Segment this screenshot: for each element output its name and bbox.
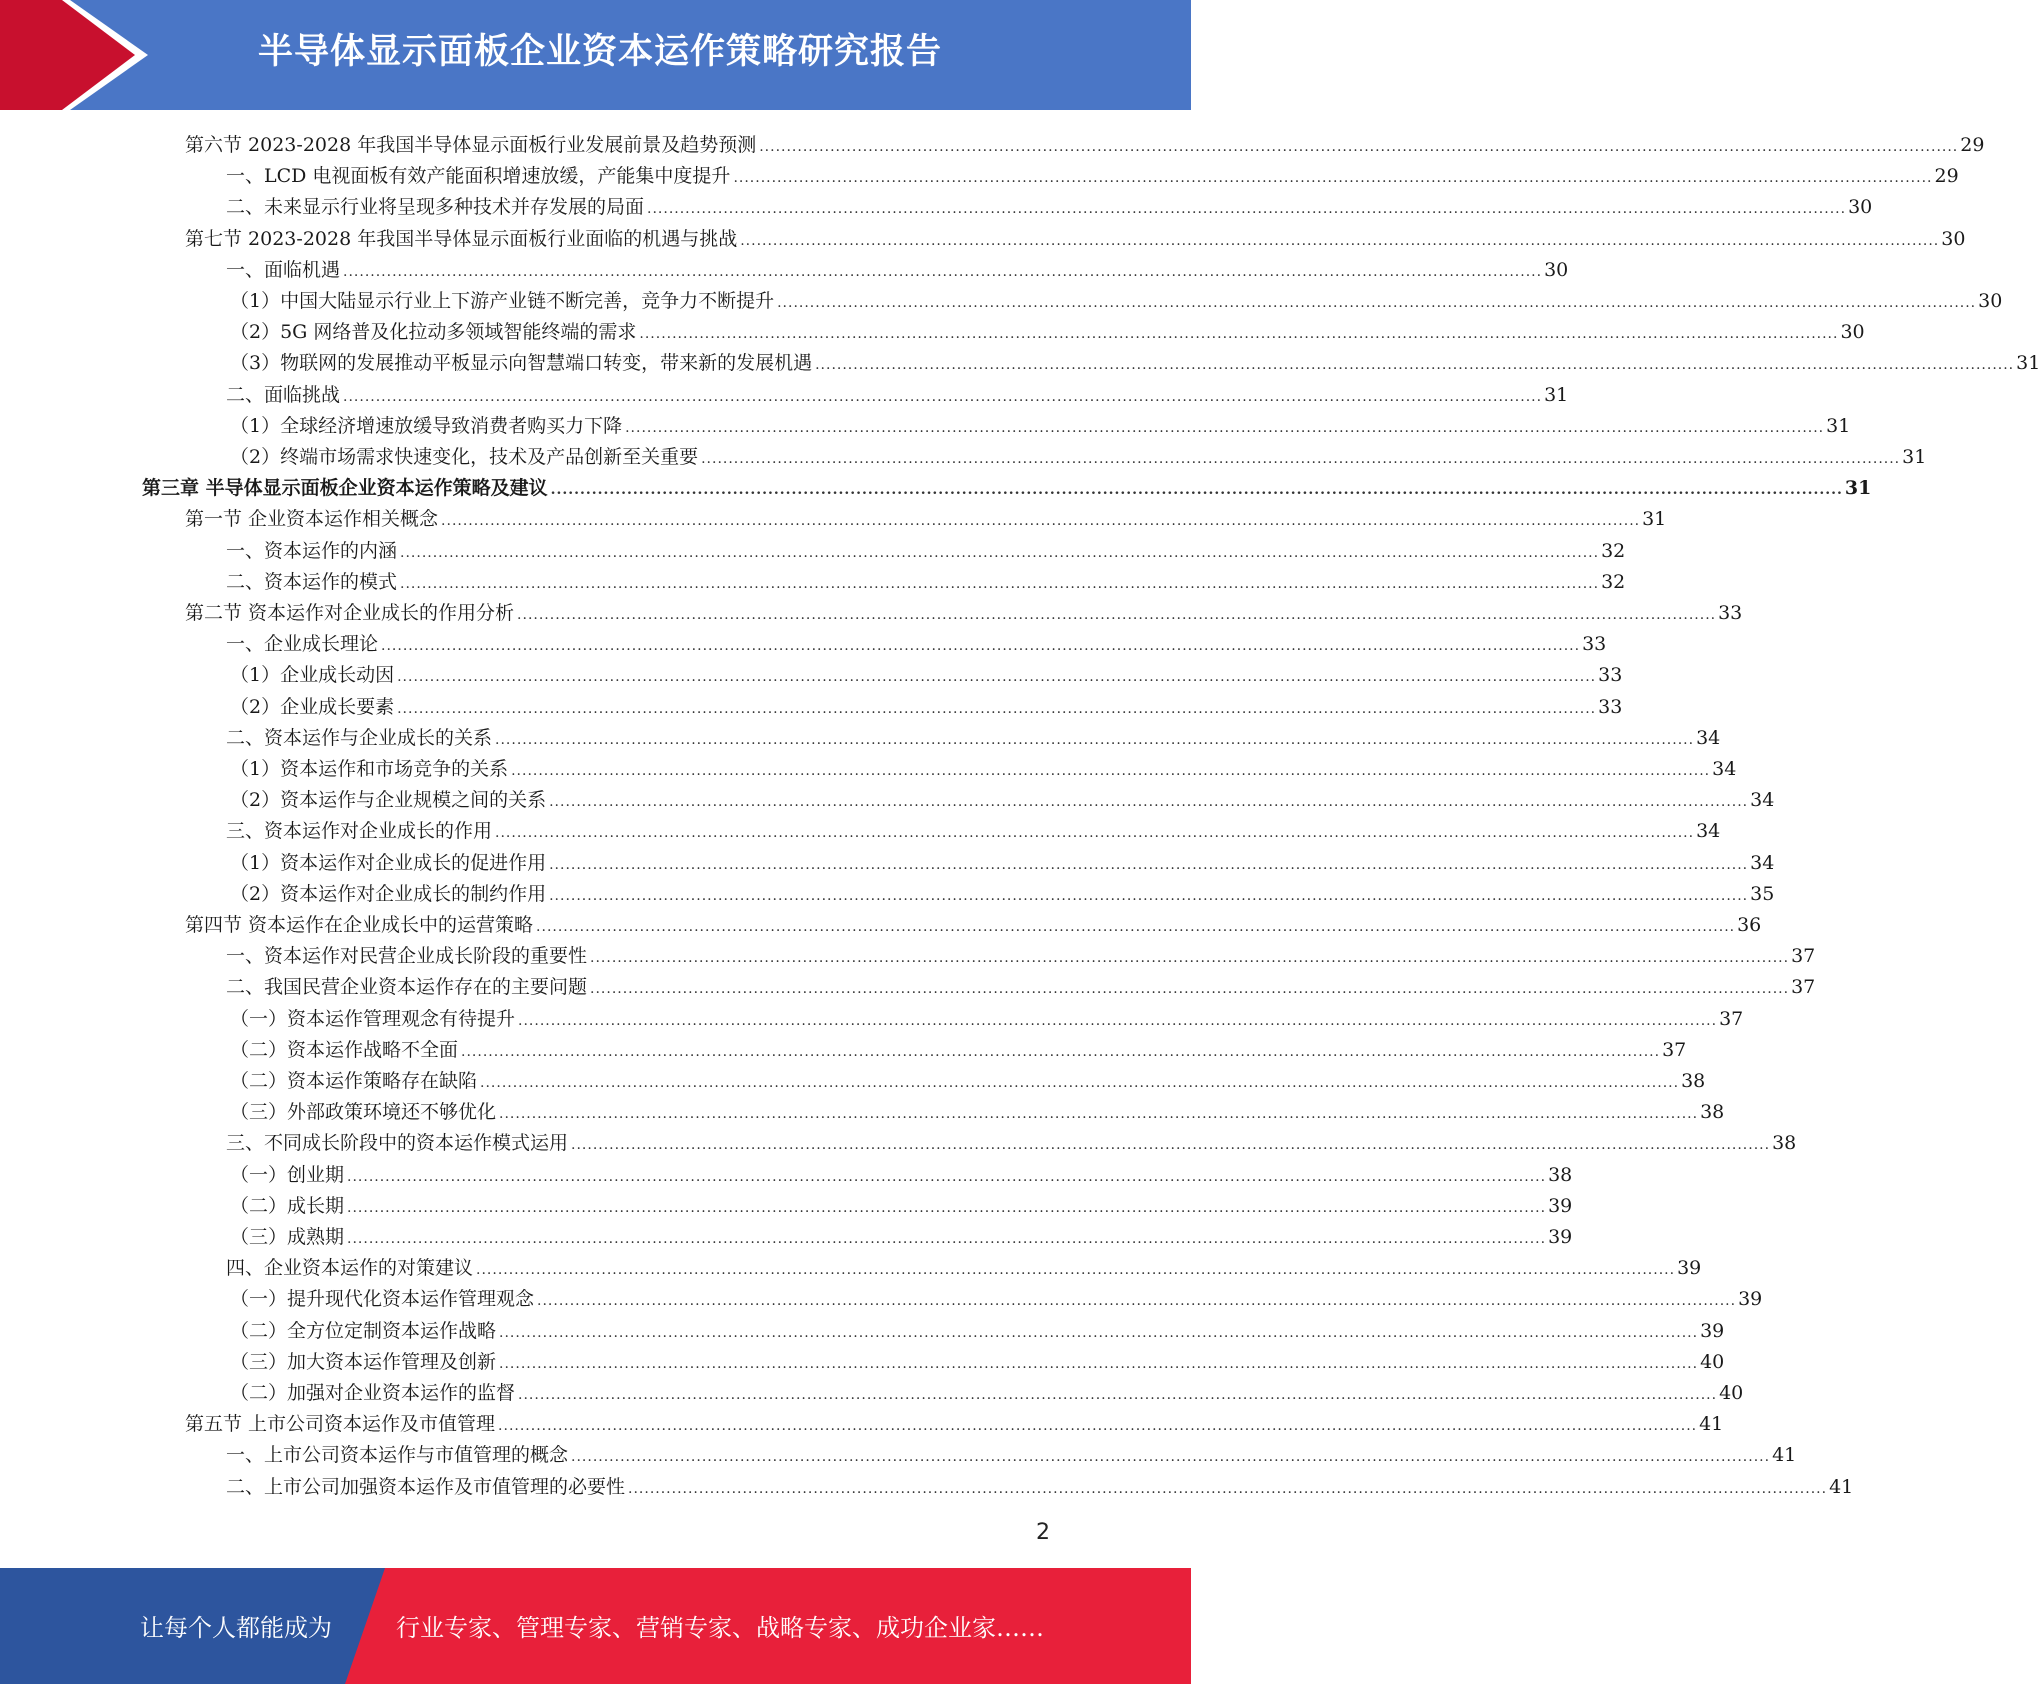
toc-entry-page: 31	[2016, 352, 2040, 375]
toc-leader-dots: ............................................................................................................................................................................................................................	[441, 513, 1641, 530]
toc-leader-dots: ............................................................................................................................................................................................................................	[495, 825, 1695, 842]
toc-entry-title: 三、资本运作对企业成长的作用	[226, 820, 493, 843]
toc-entry[interactable]	[230, 782, 1775, 813]
toc-leader-dots: ............................................................................................................................................................................................................................	[647, 201, 1847, 218]
toc-entry[interactable]	[226, 626, 1607, 657]
toc-leader-dots: ............................................................................................................................................................................................................................	[571, 1137, 1771, 1154]
toc-leader-dots: ............................................................................................................................................................................................................................	[701, 451, 1901, 467]
toc-leader-dots: ............................................................................................................................................................................................................................	[343, 388, 1543, 405]
toc-leader-dots: ............................................................................................................................................................................................................................	[537, 1293, 1737, 1310]
toc-entry-title: （3）物联网的发展推动平板显示向智慧端口转变，带来新的发展机遇	[230, 352, 813, 375]
toc-entry-title: 第一节 企业资本运作相关概念	[185, 508, 439, 531]
toc-entry-title: 一、LCD 电视面板有效产能面积增速放缓，产能集中度提升	[226, 165, 731, 188]
toc-entry[interactable]	[230, 1188, 1573, 1219]
toc-entry[interactable]	[226, 1437, 1797, 1468]
toc-entry-title: （2）终端市场需求快速变化，技术及产品创新至关重要	[230, 446, 699, 468]
toc-entry-title: 第五节 上市公司资本运作及市值管理	[185, 1413, 496, 1436]
toc-entry[interactable]	[230, 876, 1775, 907]
toc-leader-dots: ............................................................................................................................................................................................................................	[400, 544, 1600, 561]
toc-entry-page: 41	[1772, 1444, 1797, 1467]
footer-slogan-left: 让每个人都能成为	[140, 1614, 332, 1642]
toc-leader-dots: ............................................................................................................................................................................................................................	[759, 139, 1959, 155]
toc-leader-dots: ............................................................................................................................................................................................................................	[397, 669, 1597, 686]
toc-entry-page: 39	[1677, 1257, 1702, 1280]
toc-entry[interactable]	[230, 1313, 1725, 1344]
toc-entry-title: （一）创业期	[230, 1163, 345, 1186]
toc-leader-dots: ............................................................................................................................................................................................................................	[480, 1075, 1680, 1091]
toc-leader-dots: ............................................................................................................................................................................................................................	[550, 482, 1843, 499]
toc-entry-page: 38	[1700, 1101, 1725, 1124]
toc-entry[interactable]	[226, 533, 1626, 564]
toc-leader-dots: ............................................................................................................................................................................................................................	[499, 1355, 1699, 1372]
toc-entry-page: 39	[1700, 1319, 1725, 1342]
toc-leader-dots: ............................................................................................................................................................................................................................	[511, 763, 1711, 779]
toc-leader-dots: ............................................................................................................................................................................................................................	[397, 700, 1597, 717]
toc-entry-page: 37	[1791, 945, 1816, 968]
toc-entry[interactable]	[185, 595, 1743, 626]
toc-entry-title: 第七节 2023-2028 年我国半导体显示面板行业面临的机遇与挑战	[185, 227, 738, 250]
toc-entry-page: 29	[1934, 165, 1959, 188]
toc-entry-page: 34	[1750, 789, 1775, 812]
toc-leader-dots: ............................................................................................................................................................................................................................	[517, 607, 1717, 623]
toc-entry[interactable]	[230, 1157, 1573, 1188]
toc-entry-title: （2）资本运作与企业规模之间的关系	[230, 789, 547, 812]
toc-entry[interactable]	[226, 1250, 1702, 1281]
toc-entry-title: （二）资本运作战略不全面	[230, 1038, 459, 1061]
toc-leader-dots: ............................................................................................................................................................................................................................	[639, 326, 1839, 343]
toc-entry-title: （2）资本运作对企业成长的制约作用	[230, 882, 547, 905]
toc-entry-title: 二、资本运作与企业成长的关系	[226, 726, 493, 749]
toc-leader-dots: ............................................................................................................................................................................................................................	[590, 950, 1790, 967]
toc-leader-dots: ............................................................................................................................................................................................................................	[518, 1012, 1718, 1029]
toc-leader-dots: ............................................................................................................................................................................................................................	[498, 1418, 1698, 1435]
toc-entry-title: （1）中国大陆显示行业上下游产业链不断完善，竞争力不断提升	[230, 290, 775, 312]
toc-leader-dots: ............................................................................................................................................................................................................................	[549, 794, 1749, 811]
toc-entry[interactable]	[226, 189, 1873, 220]
toc-entry-title: （1）企业成长动因	[230, 664, 395, 687]
toc-entry-page: 31	[1902, 446, 1927, 468]
toc-entry-title: 一、企业成长理论	[226, 633, 379, 656]
toc-entry[interactable]	[226, 938, 1816, 969]
toc-entry[interactable]	[230, 408, 1851, 439]
toc-entry-title: （1）资本运作对企业成长的促进作用	[230, 851, 547, 874]
toc-entry-page: 39	[1548, 1194, 1573, 1217]
toc-leader-dots: ............................................................................................................................................................................................................................	[740, 232, 1940, 249]
toc-entry-title: （2）5G 网络普及化拉动多领域智能终端的需求	[230, 321, 637, 344]
toc-entry[interactable]	[230, 657, 1623, 688]
toc-entry[interactable]	[226, 564, 1626, 595]
toc-entry-page: 30	[1848, 196, 1873, 219]
toc-leader-dots: ............................................................................................................................................................................................................................	[777, 295, 1977, 311]
toc-entry-page: 38	[1548, 1163, 1573, 1186]
toc-entry-title: 第六节 2023-2028 年我国半导体显示面板行业发展前景及趋势预测	[185, 134, 757, 156]
toc-entry-title: 一、资本运作对民营企业成长阶段的重要性	[226, 945, 588, 968]
toc-leader-dots: ............................................................................................................................................................................................................................	[815, 357, 2015, 374]
toc-entry-page: 34	[1750, 851, 1775, 874]
toc-entry-title: （二）资本运作策略存在缺陷	[230, 1070, 478, 1092]
toc-entry-title: （一）资本运作管理观念有待提升	[230, 1007, 516, 1030]
toc-leader-dots: ............................................................................................................................................................................................................................	[347, 1168, 1547, 1185]
toc-leader-dots: ............................................................................................................................................................................................................................	[571, 1449, 1771, 1466]
toc-leader-dots: ............................................................................................................................................................................................................................	[499, 1106, 1699, 1123]
toc-leader-dots: ............................................................................................................................................................................................................................	[536, 919, 1736, 935]
toc-leader-dots: ............................................................................................................................................................................................................................	[347, 1231, 1547, 1247]
toc-entry[interactable]	[230, 751, 1737, 782]
header-banner	[0, 0, 1191, 110]
report-title: 半导体显示面板企业资本运作策略研究报告	[257, 32, 942, 72]
toc-entry[interactable]	[230, 1001, 1744, 1032]
toc-entry-page: 36	[1737, 914, 1762, 936]
toc-entry[interactable]	[185, 907, 1762, 938]
toc-entry[interactable]	[226, 1125, 1797, 1156]
toc-leader-dots: ............................................................................................................................................................................................................................	[590, 981, 1790, 998]
toc-entry-page: 32	[1601, 570, 1626, 593]
toc-entry-page: 34	[1712, 758, 1737, 780]
toc-entry-title: （一）提升现代化资本运作管理观念	[230, 1288, 535, 1311]
toc-leader-dots: ............................................................................................................................................................................................................................	[400, 575, 1600, 592]
toc-entry-page: 34	[1696, 820, 1721, 843]
toc-entry[interactable]	[230, 1063, 1706, 1094]
toc-entry-page: 33	[1718, 602, 1743, 624]
toc-entry[interactable]	[185, 1406, 1724, 1437]
toc-entry[interactable]	[230, 439, 1927, 470]
page-number: 2	[1036, 1520, 1050, 1545]
toc-entry-title: 第三章 半导体显示面板企业资本运作策略及建议	[142, 477, 548, 500]
toc-entry[interactable]	[230, 283, 2003, 314]
toc-leader-dots: ............................................................................................................................................................................................................................	[347, 1199, 1547, 1216]
toc-entry[interactable]	[230, 689, 1623, 720]
toc-entry-title: （三）成熟期	[230, 1226, 345, 1248]
toc-entry-page: 40	[1700, 1350, 1725, 1373]
toc-leader-dots: ............................................................................................................................................................................................................................	[518, 1387, 1718, 1403]
toc-entry-title: 一、上市公司资本运作与市值管理的概念	[226, 1444, 569, 1467]
toc-entry-page: 33	[1598, 695, 1623, 718]
toc-entry-page: 37	[1662, 1038, 1687, 1061]
toc-entry-page: 37	[1719, 1007, 1744, 1030]
toc-entry-title: 二、面临挑战	[226, 383, 341, 406]
footer-slogan-right: 行业专家、管理专家、营销专家、战略专家、成功企业家……	[396, 1614, 1044, 1642]
toc-entry-title: （二）全方位定制资本运作战略	[230, 1319, 497, 1342]
toc-entry-page: 40	[1719, 1382, 1744, 1404]
toc-entry[interactable]	[230, 1281, 1763, 1312]
toc-entry-page: 41	[1829, 1475, 1854, 1498]
toc-entry-title: （1）资本运作和市场竞争的关系	[230, 758, 509, 780]
toc-entry[interactable]	[226, 813, 1721, 844]
toc-entry-page: 30	[1941, 227, 1966, 250]
toc-leader-dots: ............................................................................................................................................................................................................................	[625, 419, 1825, 436]
footer-banner	[0, 1568, 1191, 1684]
toc-entry-title: （二）成长期	[230, 1194, 345, 1217]
toc-entry-title: （三）加大资本运作管理及创新	[230, 1350, 497, 1373]
toc-entry[interactable]	[142, 470, 1872, 501]
toc-entry-page: 31	[1544, 383, 1569, 406]
toc-entry-title: （二）加强对企业资本运作的监督	[230, 1382, 516, 1404]
toc-entry[interactable]	[230, 1094, 1725, 1125]
toc-leader-dots: ............................................................................................................................................................................................................................	[733, 170, 1933, 187]
toc-entry-page: 38	[1772, 1132, 1797, 1155]
toc-leader-dots: ............................................................................................................................................................................................................................	[628, 1480, 1828, 1497]
toc-entry[interactable]	[226, 720, 1721, 751]
toc-entry[interactable]	[230, 1344, 1725, 1375]
toc-entry[interactable]	[226, 158, 1959, 189]
toc-entry-page: 30	[1544, 258, 1569, 281]
toc-entry-page: 31	[1844, 477, 1872, 500]
toc-entry-title: 二、资本运作的模式	[226, 570, 398, 593]
toc-entry-page: 39	[1738, 1288, 1763, 1311]
toc-entry-page: 31	[1826, 414, 1851, 437]
toc-entry[interactable]	[185, 127, 1985, 158]
toc-entry[interactable]	[226, 1469, 1854, 1500]
toc-entry-page: 30	[1840, 321, 1865, 344]
toc-entry[interactable]	[185, 221, 1966, 252]
toc-entry-title: （1）全球经济增速放缓导致消费者购买力下降	[230, 414, 623, 437]
toc-entry-title: 二、上市公司加强资本运作及市值管理的必要性	[226, 1475, 626, 1498]
toc-entry-page: 41	[1699, 1413, 1724, 1436]
toc-entry-title: 四、企业资本运作的对策建议	[226, 1257, 474, 1280]
toc-entry-title: 二、我国民营企业资本运作存在的主要问题	[226, 976, 588, 999]
toc-leader-dots: ............................................................................................................................................................................................................................	[381, 638, 1581, 655]
toc-entry[interactable]	[226, 252, 1569, 283]
toc-entry-title: 第四节 资本运作在企业成长中的运营策略	[185, 914, 534, 936]
toc-entry-page: 33	[1598, 664, 1623, 687]
toc-leader-dots: ............................................................................................................................................................................................................................	[499, 1324, 1699, 1341]
toc-entry[interactable]	[230, 314, 1865, 345]
toc-entry[interactable]	[230, 345, 2040, 376]
toc-entry-page: 30	[1978, 290, 2003, 312]
toc-entry-title: 第二节 资本运作对企业成长的作用分析	[185, 602, 515, 624]
toc-entry-page: 39	[1548, 1226, 1573, 1248]
toc-entry[interactable]	[230, 1375, 1744, 1406]
toc-entry-page: 32	[1601, 539, 1626, 562]
toc-leader-dots: ............................................................................................................................................................................................................................	[461, 1043, 1661, 1060]
toc-entry-page: 31	[1642, 508, 1667, 531]
toc-entry-page: 33	[1582, 633, 1607, 656]
toc-entry[interactable]	[226, 377, 1569, 408]
toc-entry-title: 二、未来显示行业将呈现多种技术并存发展的局面	[226, 196, 645, 219]
toc-entry[interactable]	[230, 1032, 1687, 1063]
toc-leader-dots: ............................................................................................................................................................................................................................	[343, 263, 1543, 280]
toc-entry[interactable]	[230, 845, 1775, 876]
toc-entry-title: 三、不同成长阶段中的资本运作模式运用	[226, 1132, 569, 1155]
toc-leader-dots: ............................................................................................................................................................................................................................	[549, 856, 1749, 873]
toc-entry-title: 一、面临机遇	[226, 258, 341, 281]
toc-entry-page: 35	[1750, 882, 1775, 905]
toc-entry-page: 29	[1960, 134, 1985, 156]
toc-entry-page: 38	[1681, 1070, 1706, 1092]
toc-leader-dots: ............................................................................................................................................................................................................................	[495, 731, 1695, 748]
toc-entry-title: （三）外部政策环境还不够优化	[230, 1101, 497, 1124]
toc-leader-dots: ............................................................................................................................................................................................................................	[476, 1262, 1676, 1279]
toc-entry[interactable]	[185, 501, 1667, 532]
toc-entry-title: （2）企业成长要素	[230, 695, 395, 718]
toc-entry-page: 34	[1696, 726, 1721, 749]
toc-entry-title: 一、资本运作的内涵	[226, 539, 398, 562]
toc-entry[interactable]	[230, 1219, 1573, 1250]
toc-entry[interactable]	[226, 969, 1816, 1000]
toc-entry-page: 37	[1791, 976, 1816, 999]
toc-leader-dots: ............................................................................................................................................................................................................................	[549, 887, 1749, 904]
